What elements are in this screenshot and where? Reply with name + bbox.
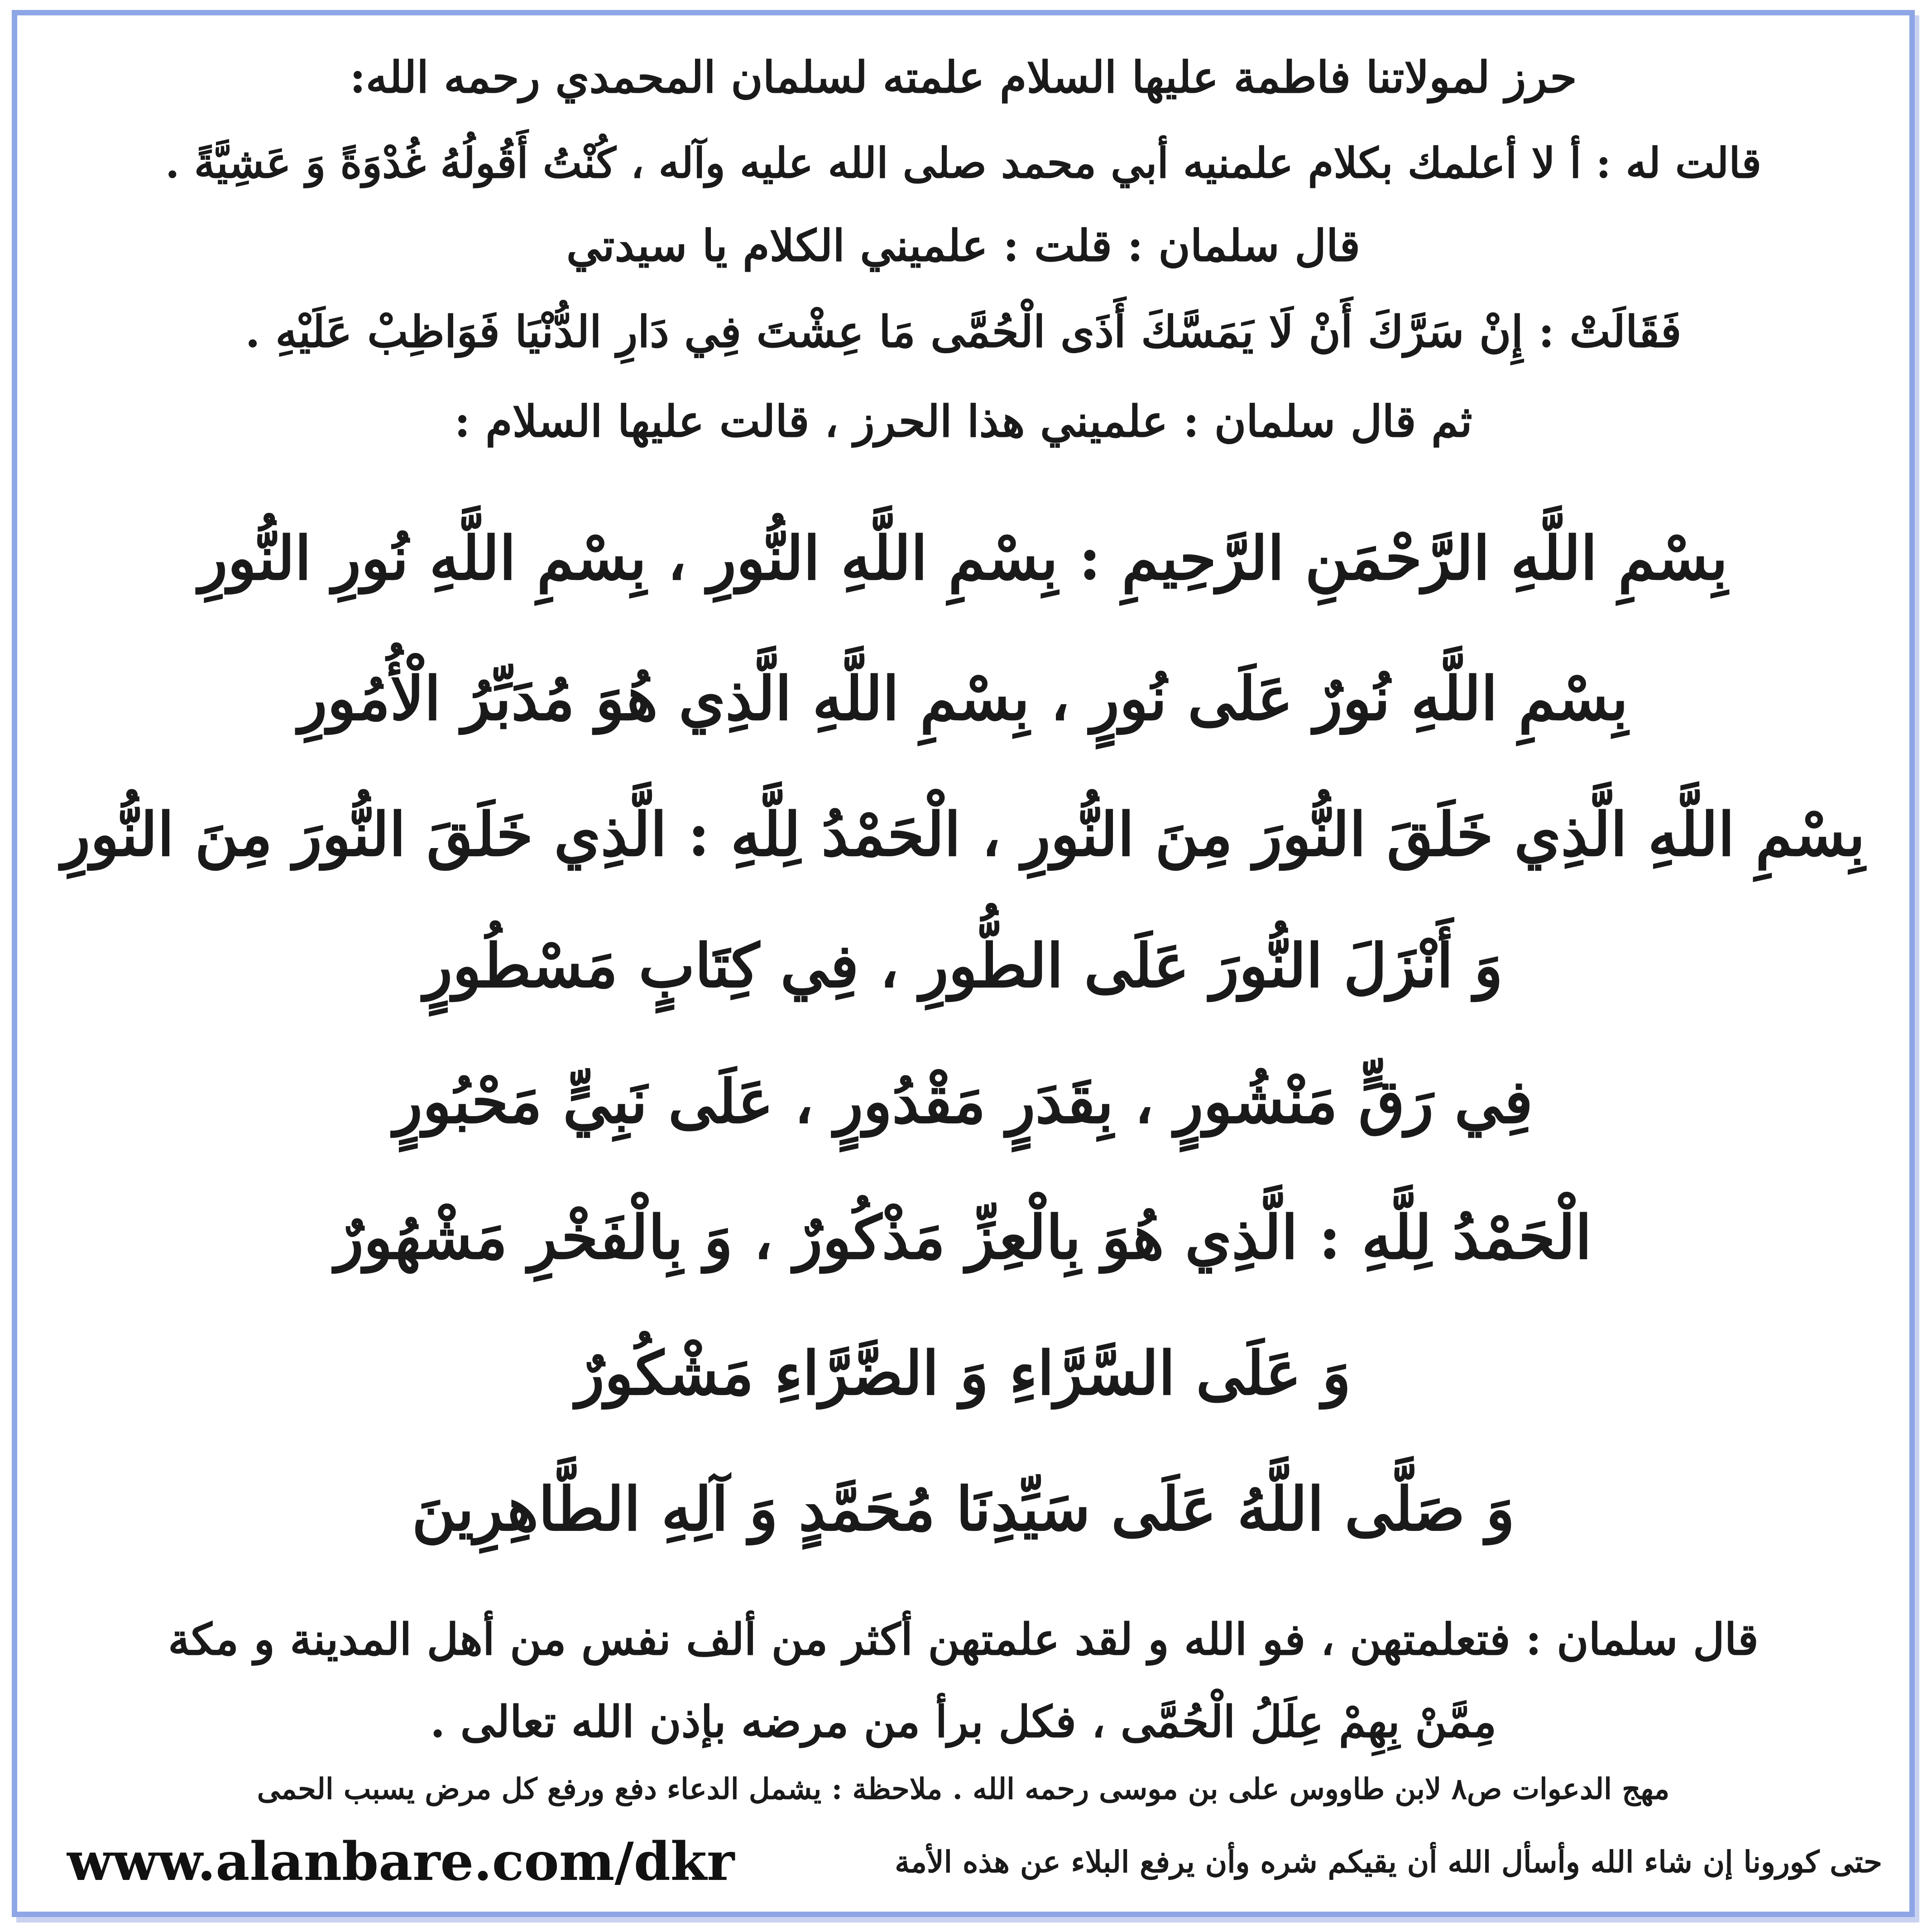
after-line-2: مِمَّنْ بِهِمْ عِلَلُ الْحُمَّى ، فكل برأ من مرضه بإذن الله تعالى . [430,1696,1497,1747]
hirz-line-6: الْحَمْدُ لِلَّهِ : الَّذِي هُوَ بِالْعِزِّ مَذْكُورٌ ، وَ بِالْفَخْرِ مَشْهُورٌ [335,1203,1592,1273]
website-link[interactable]: www.alanbare.com/dkr [67,1831,735,1893]
hirz-line-7: وَ عَلَى السَّرَّاءِ وَ الضَّرَّاءِ مَشْكُورٌ [575,1338,1351,1409]
hirz-document [17,15,1909,1912]
footer-dua: حتى كورونا إن شاء الله وأسأل الله أن يقيكم شره وأن يرفع البلاء عن هذه الأمة [895,1844,1882,1879]
intro-line-1: قالت له : أ لا أعلمك بكلام علمنيه أبي محمد صلى الله عليه وآله ، كُنْتُ أَقُولُهُ غُدْوَةً وَ عَشِيَّةً . [165,139,1762,187]
hirz-line-1: بِسْمِ اللَّهِ الرَّحْمَنِ الرَّحِيمِ : بِسْمِ اللَّهِ النُّورِ ، بِسْمِ اللَّهِ نُورِ النُّورِ [198,523,1728,594]
after-line-1: قال سلمان : فتعلمتهن ، فو الله و لقد علمتهن أكثر من ألف نفس من أهل المدينة و مكة [168,1614,1759,1665]
document-title: حرز لمولاتنا فاطمة عليها السلام علمته لسلمان المحمدي رحمه الله: [350,52,1577,103]
source-note: مهج الدعوات ص٨ لابن طاووس على بن موسى رحمه الله . ملاحظة : يشمل الدعاء دفع ورفع كل مرض يسبب الحمى [257,1772,1670,1806]
footer [67,1831,1882,1893]
intro-line-2: قال سلمان : قلت : علميني الكلام يا سيدتي [566,220,1361,271]
hirz-line-5: فِي رَقٍّ مَنْشُورٍ ، بِقَدَرٍ مَقْدُورٍ ، عَلَى نَبِيٍّ مَحْبُورٍ [393,1067,1533,1137]
page-frame [12,10,1915,1917]
hirz-line-4: وَ أَنْزَلَ النُّورَ عَلَى الطُّورِ ، فِي كِتَابٍ مَسْطُورٍ [423,931,1503,1001]
intro-line-4: ثم قال سلمان : علميني هذا الحرز ، قالت عليها السلام : [454,396,1472,447]
hirz-line-8: وَ صَلَّى اللَّهُ عَلَى سَيِّدِنَا مُحَمَّدٍ وَ آلِهِ الطَّاهِرِينَ [412,1474,1515,1544]
hirz-line-3: بِسْمِ اللَّهِ الَّذِي خَلَقَ النُّورَ مِنَ النُّورِ ، الْحَمْدُ لِلَّهِ : الَّذِي خَلَقَ النُّورَ مِنَ النُّورِ [61,800,1865,870]
intro-line-3: فَقَالَتْ : إِنْ سَرَّكَ أَنْ لَا يَمَسَّكَ أَذَى الْحُمَّى مَا عِشْتَ فِي دَارِ الدُّنْيَا فَوَاظِبْ عَلَيْهِ . [245,306,1682,357]
hirz-line-2: بِسْمِ اللَّهِ نُورٌ عَلَى نُورٍ ، بِسْمِ اللَّهِ الَّذِي هُوَ مُدَبِّرُ الْأُمُورِ [298,664,1628,734]
